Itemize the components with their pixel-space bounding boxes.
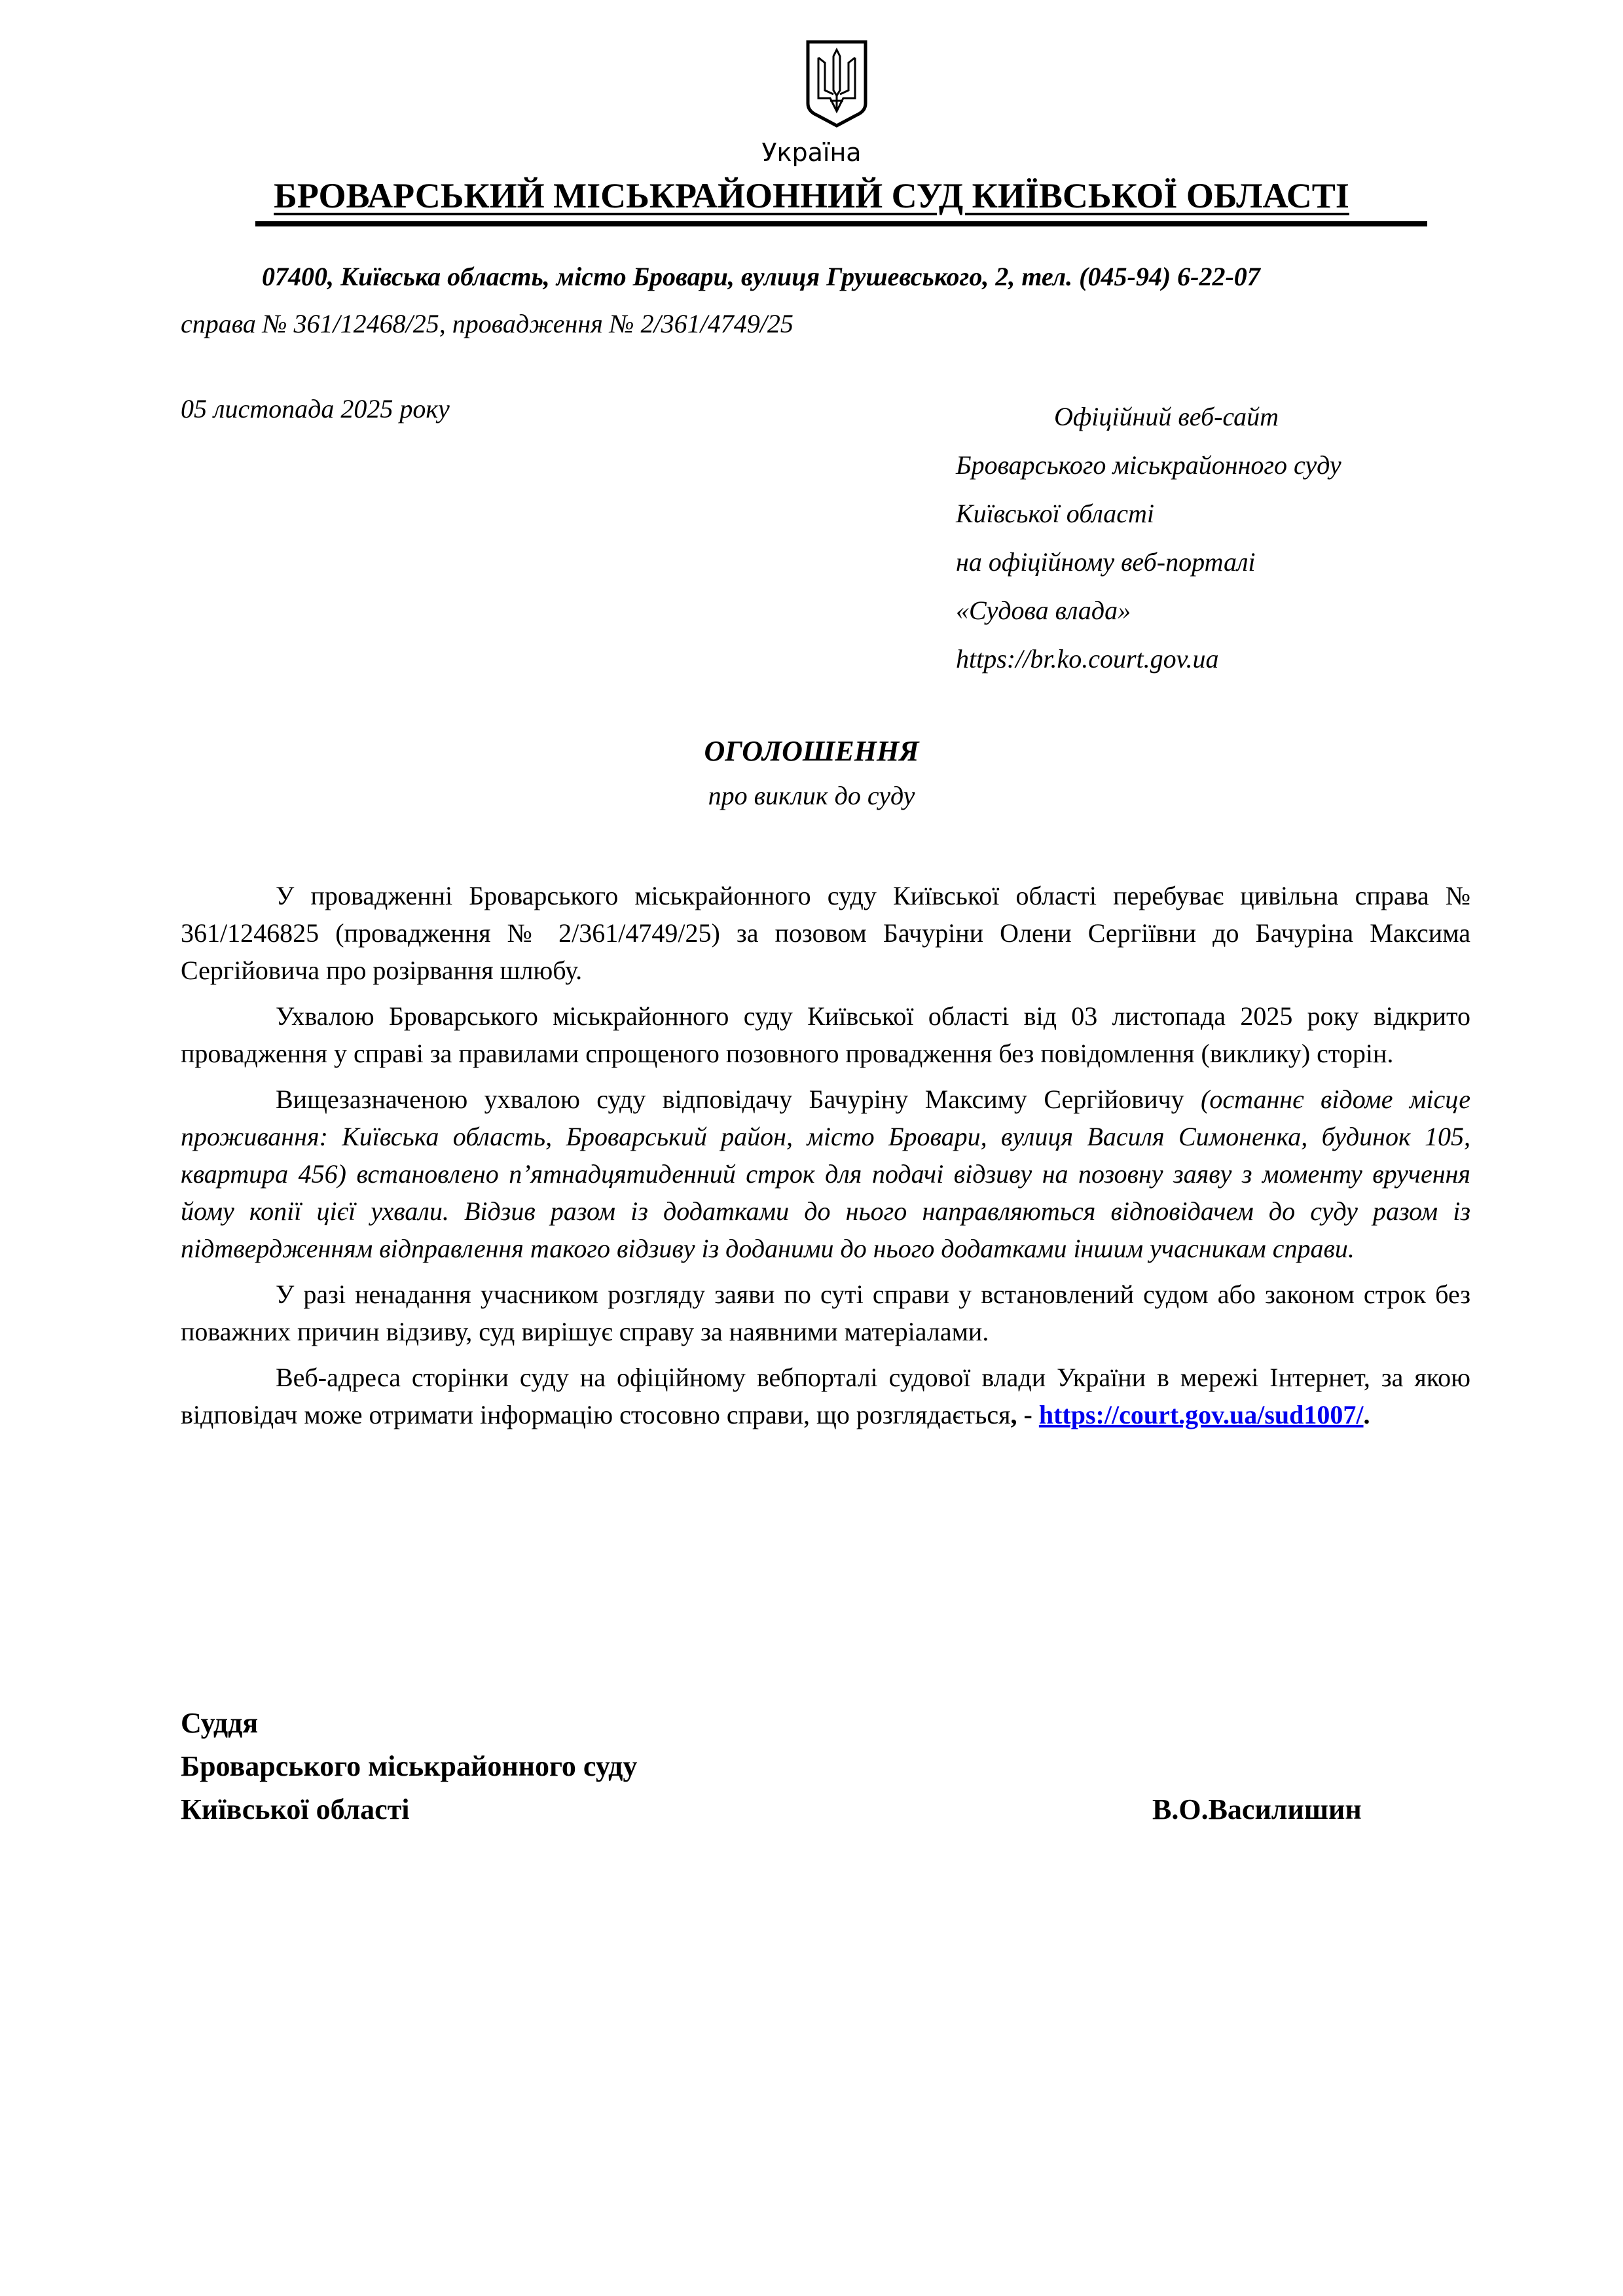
recipient-block xyxy=(956,393,1341,683)
announcement-body xyxy=(181,877,1470,1442)
signature-title: Суддя xyxy=(181,1707,259,1739)
country-label: Україна xyxy=(761,138,862,167)
paragraph-web-address xyxy=(181,1359,1470,1433)
announcement-subtitle: про виклик до суду xyxy=(708,781,915,810)
paragraph-case-info: У провадженні Броварського міськрайонного суду Київської області перебуває цивільна справа № 361/1246825 (провадження № 2/361/4749/25) за позовом Бачуріни Олени Сергіївни до Бачуріна Максима Сергійовича про розірвання шлюбу. xyxy=(181,881,1470,985)
recipient-line: Київської області xyxy=(956,499,1155,528)
judge-name: В.О.Василишин xyxy=(1152,1793,1362,1825)
recipient-website: https://br.ko.court.gov.ua xyxy=(956,644,1219,673)
header-divider xyxy=(255,221,1427,226)
court-address: 07400, Київська область, місто Бровари, вулиця Грушевського, 2, тел. (045-94) 6-22-07 xyxy=(262,262,1260,291)
court-page-link[interactable]: https://court.gov.ua/sud1007/ xyxy=(1038,1400,1364,1429)
court-name-heading: БРОВАРСЬКИЙ МІСЬКРАЙОННИЙ СУД КИЇВСЬКОЇ ОБЛАСТІ xyxy=(274,176,1349,215)
signature-block xyxy=(181,1702,637,1831)
case-reference: справа № 361/12468/25, провадження № 2/361/4749/25 xyxy=(181,309,793,338)
link-period: . xyxy=(1363,1400,1370,1429)
paragraph-ruling: Ухвалою Броварського міськрайонного суду Київської області від 03 листопада 2025 року відкрито провадження у справі за правилами спрощеного позовного провадження без повідомлення (виклику) сторін. xyxy=(181,1001,1470,1068)
respondent-details: (останнє відоме місце проживання: Київська область, Броварський район, місто Бровари, вулиця Василя Симоненка, будинок 105, квартира 456) встановлено п’ятнадцятиденний строк для подачі відзиву на позовну заяву з моменту вручення йому копії цієї ухвали. Відзив разом із додатками до нього направляються відповідачем до суду разом із підтвердженням відправлення такого відзиву із доданими до нього додатками іншим учасникам справи. xyxy=(181,1085,1470,1263)
paragraph-consequences: У разі ненадання учасником розгляду заяви по суті справи у встановлений судом або законом строк без поважних причин відзиву, суд вирішує справу за наявними матеріалами. xyxy=(181,1280,1470,1346)
recipient-line: на офіційному веб-порталі xyxy=(956,547,1256,577)
announcement-title: ОГОЛОШЕННЯ xyxy=(704,735,919,767)
signature-court: Броварського міськрайонного суду xyxy=(181,1750,638,1782)
signature-region: Київської області xyxy=(181,1793,410,1825)
recipient-line: Офіційний веб-сайт xyxy=(1054,402,1279,431)
respondent-intro: Вищезазначеною ухвалою суду відповідачу Бачуріну Максиму Сергійовичу xyxy=(276,1085,1201,1114)
recipient-line: Броварського міськрайонного суду xyxy=(956,450,1341,480)
trident-coat-of-arms-icon xyxy=(804,38,869,130)
document-date: 05 листопада 2025 року xyxy=(181,394,450,423)
recipient-line: «Судова влада» xyxy=(956,596,1131,625)
web-address-dash: , - xyxy=(1010,1400,1032,1429)
paragraph-respondent xyxy=(181,1081,1470,1267)
web-address-text: Веб-адреса сторінки суду на офіційному вебпорталі судової влади України в мережі Інтернет, за якою відповідач може отримати інформацію стосовно справи, що розглядається xyxy=(181,1363,1470,1429)
